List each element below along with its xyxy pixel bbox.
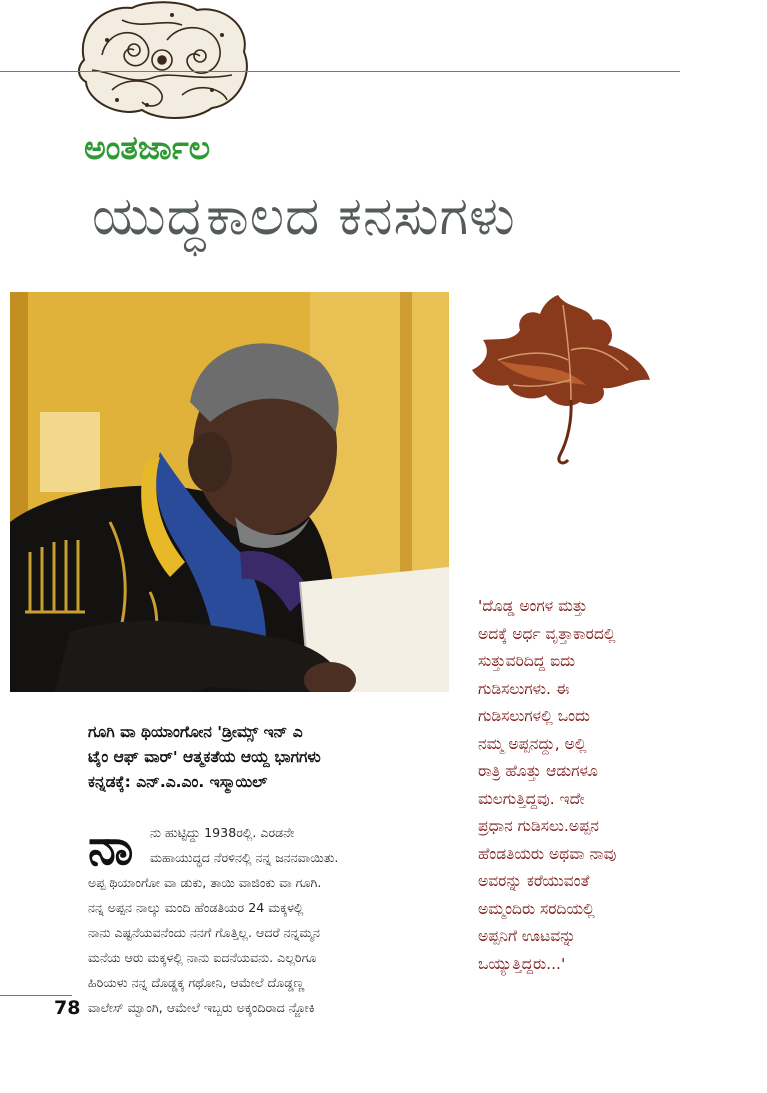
pull-quote-line: ಅದಕ್ಕೆ ಅರ್ಧ ವೃತ್ತಾಕಾರದಲ್ಲಿ [478, 624, 616, 643]
body-line: ಮನೆಯ ಆರು ಮಕ್ಕಳಲ್ಲಿ ನಾನು ಐದನೆಯವನು. ಎಲ್ಲರಿಗೂ [88, 950, 317, 965]
pull-quote-line: ಅಪ್ಪನಿಗೆ ಊಟವನ್ನು [478, 927, 576, 945]
body-line: ನು ಹುಟ್ಟಿದ್ದು 1938ರಲ್ಲಿ. ಎರಡನೇ [150, 825, 295, 840]
article-body [88, 820, 460, 1020]
pull-quote [478, 593, 708, 978]
top-rule [0, 71, 680, 72]
pull-quote-line: ಗುಡಿಸಲುಗಳು. ಈ [478, 679, 570, 698]
pull-quote-line: ಸುತ್ತುವರಿದಿದ್ದ ಐದು [478, 652, 576, 670]
autumn-leaf-icon [468, 290, 656, 468]
pull-quote-line: ಗುಡಿಸಲುಗಳಲ್ಲಿ ಒಂದು [478, 707, 590, 725]
body-line: ಹಿರಿಯಳು ನನ್ನ ದೊಡ್ಡಕ್ಕ ಗಥೋನಿ, ಆಮೇಲೆ ದೊಡ್ಡಣ್ಣ [88, 975, 305, 990]
pull-quote-line: ಅವರನ್ನು ಕರೆಯುವಂತೆ [478, 872, 590, 890]
body-line: ಮಹಾಯುದ್ಧದ ನೆರಳಿನಲ್ಲಿ ನನ್ನ ಜನನವಾಯಿತು. [150, 850, 339, 865]
paisley-ornament-icon [72, 0, 254, 122]
pull-quote-line: ಹೆಂಡತಿಯರು ಅಥವಾ ನಾವು [478, 844, 617, 863]
drop-cap: ನಾ [88, 818, 134, 876]
section-label: ಅಂತರ್ಜಾಲ [84, 128, 211, 167]
page-number: 78 [54, 997, 81, 1019]
headline: ಯುದ್ಧಕಾಲದ ಕನಸುಗಳು [92, 186, 516, 247]
pull-quote-line: 'ದೊಡ್ಡ ಅಂಗಳ ಮತ್ತು [478, 597, 588, 615]
deck-line: ಕನ್ನಡಕ್ಕೆ: ಎನ್.ಎ.ಎಂ. ಇಸ್ಮಾಯಿಲ್ [88, 773, 268, 791]
body-line: ವಾಲೇಸ್ ಮ್ವಾಂಗಿ, ಆಮೇಲೆ ಇಬ್ಬರು ಅಕ್ಕಂದಿರಾದ ನ್ಜೋಕಿ [88, 1000, 315, 1015]
bottom-rule [0, 995, 72, 996]
deck [88, 720, 458, 795]
body-line: ನನ್ನ ಅಪ್ಪನ ನಾಲ್ಕು ಮಂದಿ ಹೆಂಡತಿಯರ 24 ಮಕ್ಕಳಲ್ಲಿ [88, 900, 304, 915]
author-photo [10, 292, 449, 709]
pull-quote-line: ಅಮ್ಮಂದಿರು ಸರದಿಯಲ್ಲಿ [478, 899, 595, 918]
pull-quote-line: ಒಯ್ಯುತ್ತಿದ್ದರು...' [478, 954, 566, 973]
pull-quote-line: ಪ್ರಧಾನ ಗುಡಿಸಲು.ಅಪ್ಪನ [478, 817, 599, 835]
body-line: ಅಪ್ಪ ಥಿಯಾಂಗೋ ವಾ ಡುಕು, ತಾಯಿ ವಾಜಿಂಕು ವಾ ಗೂಗಿ. [88, 875, 322, 890]
deck-line: ಗೂಗಿ ವಾ ಥಿಯಾಂಗೋನ 'ಡ್ರೀಮ್ಸ್ ಇನ್ ಎ [88, 723, 303, 741]
pull-quote-line: ನಮ್ಮ ಅಪ್ಪನದ್ದು, ಅಲ್ಲಿ [478, 734, 587, 753]
body-line: ನಾನು ಎಷ್ಟನೆಯವನೆಂದು ನನಗೆ ಗೊತ್ತಿಲ್ಲ. ಆದರೆ ನನ್ನಮ್ಮನ [88, 925, 321, 940]
deck-line: ಟೈಂ ಆಫ್ ವಾರ್' ಆತ್ಮಕತೆಯ ಆಯ್ದ ಭಾಗಗಳು [88, 748, 321, 766]
pull-quote-line: ಮಲಗುತ್ತಿದ್ದವು. ಇದೇ [478, 789, 585, 808]
pull-quote-line: ರಾತ್ರಿ ಹೊತ್ತು ಆಡುಗಳೂ [478, 762, 598, 780]
